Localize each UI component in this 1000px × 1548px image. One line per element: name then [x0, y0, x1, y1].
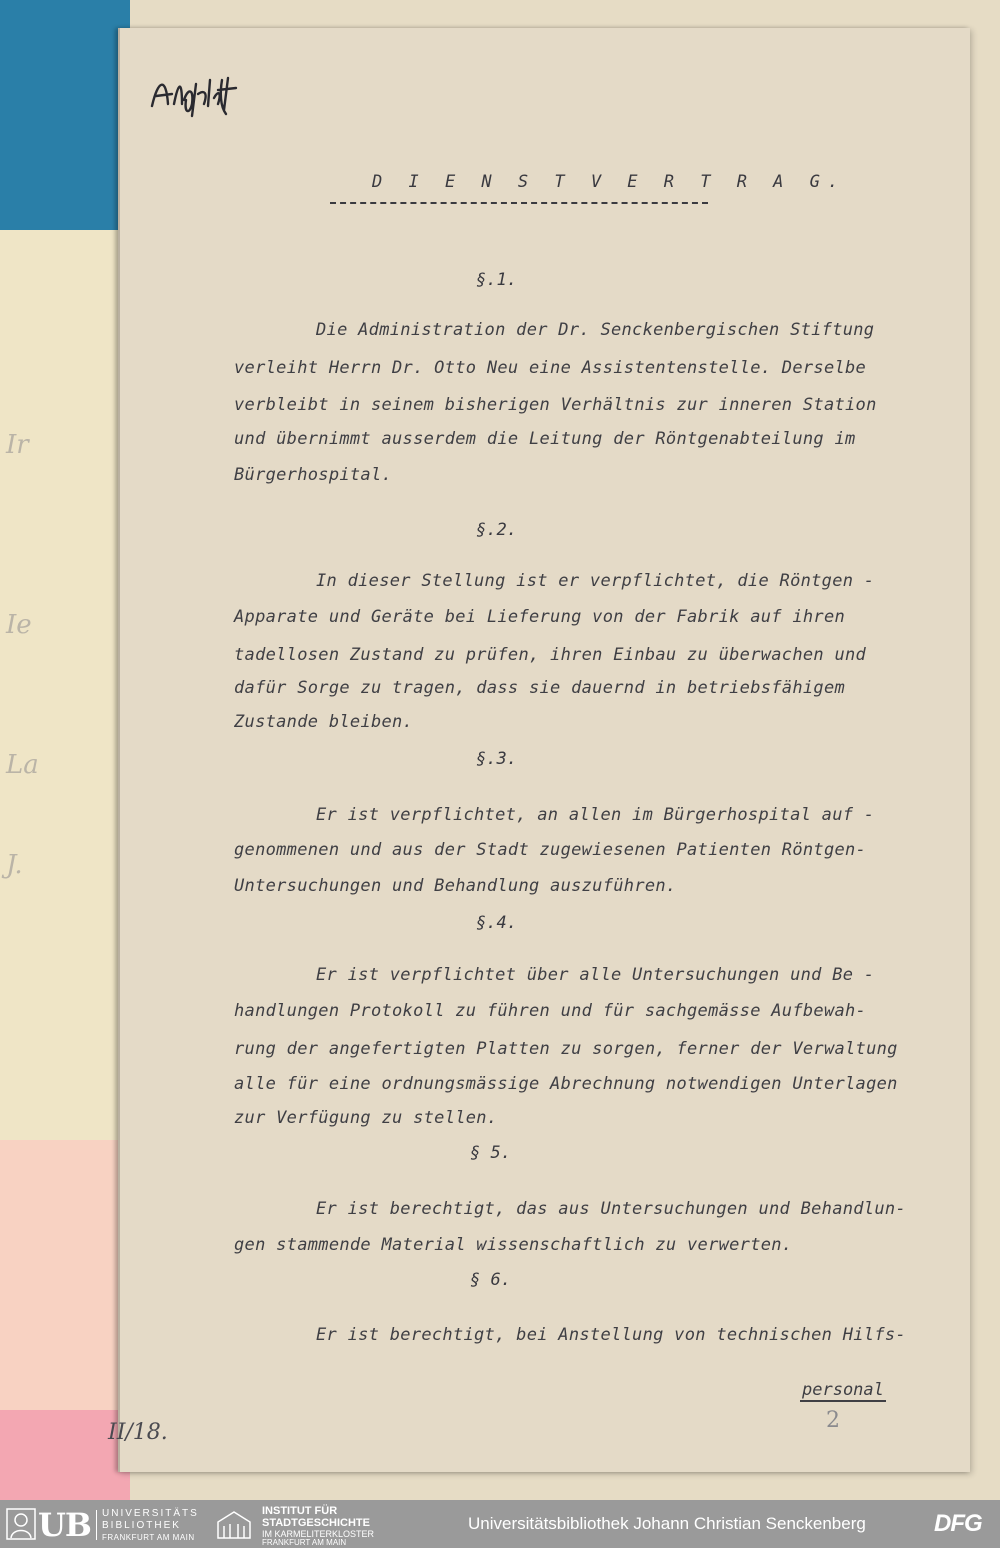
text-line: In dieser Stellung ist er verpflichtet, die Röntgen -	[316, 571, 875, 591]
bleed-through-mark: J.	[6, 850, 23, 880]
text-line: alle für eine ordnungsmässige Abrechnung notwendigen Unterlagen	[234, 1074, 898, 1094]
catchword: personal	[802, 1380, 884, 1400]
document-page	[118, 28, 970, 1472]
text-line: dafür Sorge zu tragen, dass sie dauernd in betriebsfähigem	[234, 678, 846, 698]
logo-divider	[96, 1510, 97, 1540]
section-heading: §.2.	[476, 520, 517, 540]
title-underline	[330, 190, 708, 204]
ub-logo-text: UNIVERSITÄTS	[102, 1508, 199, 1519]
text-line: genommenen und aus der Stadt zugewiesenen Patienten Röntgen-	[234, 840, 867, 860]
page-edge	[118, 28, 120, 1472]
text-line: tadellosen Zustand zu prüfen, ihren Einbau zu überwachen und	[234, 645, 867, 665]
bleed-through-mark: La	[6, 750, 39, 780]
text-line: Apparate und Geräte bei Lieferung von der Fabrik auf ihren	[234, 607, 846, 627]
text-line: Bürgerhospital.	[234, 465, 393, 485]
isg-building-icon	[216, 1508, 252, 1540]
binding-strip-blue	[0, 0, 130, 230]
section-heading: § 5.	[470, 1143, 511, 1163]
text-line: Die Administration der Dr. Senckenbergischen Stiftung	[316, 320, 875, 340]
text-line: rung der angefertigten Platten zu sorgen, ferner der Verwaltung	[234, 1039, 898, 1059]
section-heading: §.1.	[476, 270, 517, 290]
page-number: 2	[826, 1408, 840, 1433]
isg-logo-text: FRANKFURT AM MAIN	[262, 1538, 347, 1547]
text-line: Er ist berechtigt, das aus Untersuchungen und Behandlun-	[316, 1199, 906, 1219]
bleed-through-mark: Ie	[6, 610, 32, 640]
text-line: verleiht Herrn Dr. Otto Neu eine Assistentenstelle. Derselbe	[234, 358, 867, 378]
viewer-footer-bar	[0, 1500, 1000, 1548]
text-line: Er ist verpflichtet, an allen im Bürgerhospital auf -	[316, 805, 875, 825]
dfg-logo: DFG	[934, 1510, 982, 1537]
bleed-through-mark: Ir	[6, 430, 29, 460]
section-heading: §.3.	[476, 749, 517, 769]
handwritten-signature-abschrift	[148, 70, 238, 120]
section-heading: §.4.	[476, 913, 517, 933]
isg-logo-text: STADTGESCHICHTE	[262, 1517, 370, 1529]
binding-strip-peach	[0, 1140, 130, 1410]
text-line: gen stammende Material wissenschaftlich zu verwerten.	[234, 1235, 793, 1255]
text-line: Er ist verpflichtet über alle Untersuchungen und Be -	[316, 965, 875, 985]
folio-marking: II/18.	[108, 1420, 168, 1445]
text-line: Untersuchungen und Behandlung auszuführen.	[234, 876, 677, 896]
ub-logo-letters: UB	[38, 1506, 91, 1544]
text-line: und übernimmt ausserdem die Leitung der Röntgenabteilung im	[234, 429, 856, 449]
isg-logo-text: IM KARMELITERKLOSTER	[262, 1529, 375, 1539]
ub-portrait-icon	[6, 1508, 36, 1540]
text-line: zur Verfügung zu stellen.	[234, 1108, 498, 1128]
text-line: handlungen Protokoll zu führen und für sachgemässe Aufbewah-	[234, 1001, 867, 1021]
ub-logo-text: BIBLIOTHEK	[102, 1520, 181, 1531]
institution-name: Universitätsbibliothek Johann Christian Senckenberg	[468, 1514, 866, 1533]
isg-logo-text: INSTITUT FÜR	[262, 1505, 338, 1517]
underlying-page	[0, 230, 130, 1140]
text-line: verbleibt in seinem bisherigen Verhältnis zur inneren Station	[234, 395, 877, 415]
text-line: Er ist berechtigt, bei Anstellung von technischen Hilfs-	[316, 1325, 906, 1345]
ub-logo-text: FRANKFURT AM MAIN	[102, 1533, 195, 1542]
document-title: D I E N S T V E R T R A G.	[372, 172, 847, 192]
text-line: Zustande bleiben.	[234, 712, 414, 732]
section-heading: § 6.	[470, 1270, 511, 1290]
